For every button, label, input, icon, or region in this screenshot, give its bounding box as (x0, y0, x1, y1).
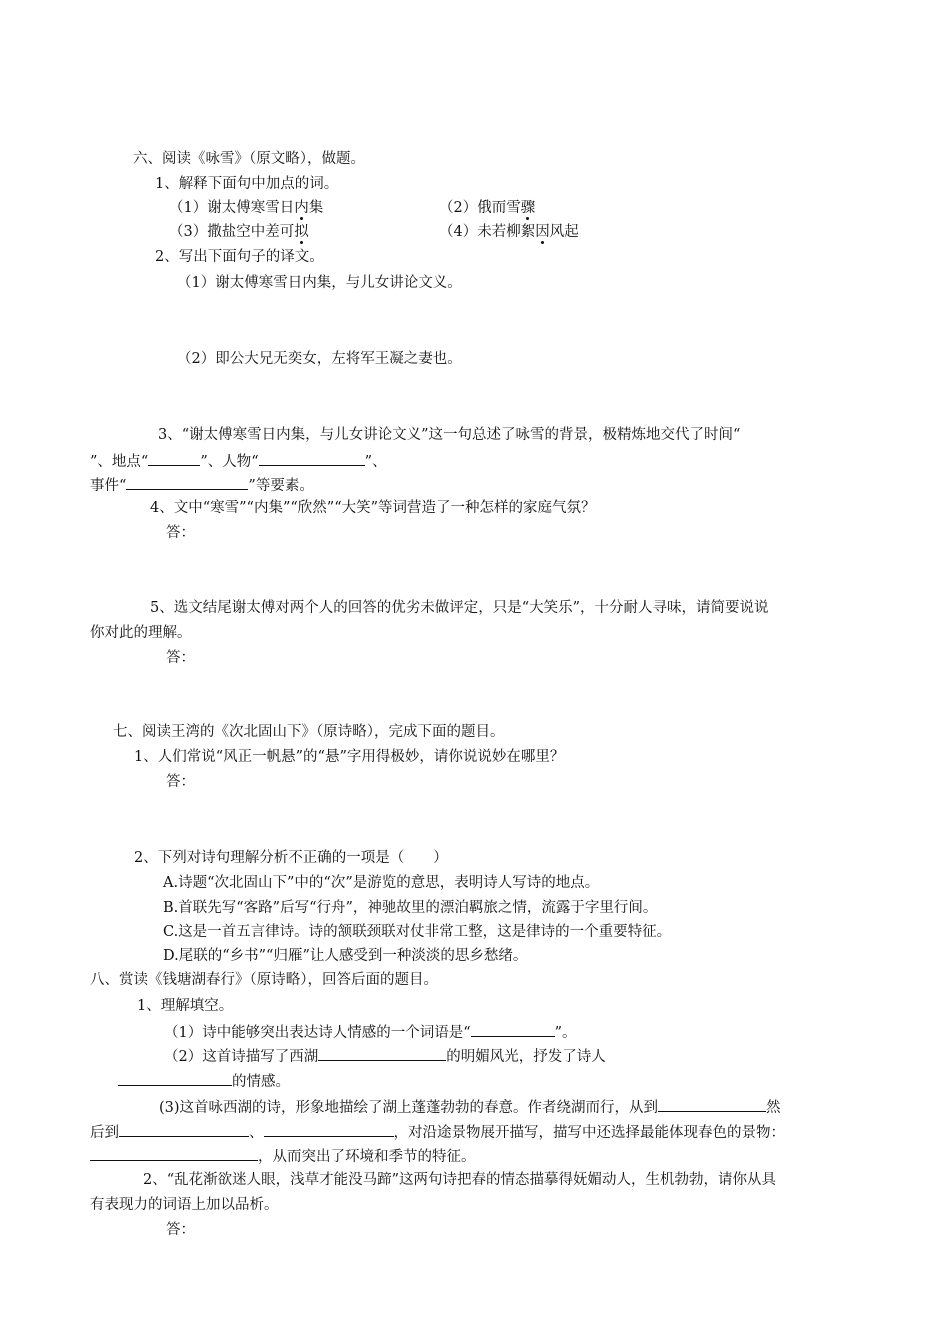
s8-fill-2: （2）这首诗描写了西湖 的明媚风光，抒发了诗人 (164, 1045, 606, 1067)
section-6-title: 六、阅读《咏雪》（原文略），做题。 (133, 151, 365, 167)
dotted-word: 因 (535, 224, 550, 240)
s6-q1-item-4: （4）未若柳絮因风起 (439, 224, 579, 240)
s6-q1-item-1: （1）谢太傅寒雪日内集 (169, 200, 324, 216)
route-blank-2[interactable] (119, 1121, 249, 1137)
s6-question-1: 1、解释下面句中加点的词。 (155, 176, 339, 192)
s6-question-3-line-3: 事件“ ”等要素。 (90, 474, 314, 496)
s8-q2-answer-label: 答： (166, 1222, 195, 1238)
s8-question-2-line-2: 有表现力的词语上加以品析。 (90, 1197, 279, 1213)
s7-option-b[interactable]: B.首联先写“客路”后写“行舟”，神驰故里的漂泊羁旅之情，流露于字里行间。 (163, 900, 658, 916)
s8-question-2-line-1: 2、“乱花渐欲迷人眼，浅草才能没马蹄”这两句诗把春的情态描摹得妩媚动人，生机勃勃，请你从具 (143, 1172, 777, 1188)
section-7-title: 七、阅读王湾的《次北固山下》（原诗略），完成下面的题目。 (113, 724, 505, 740)
s8-fill-3-line-3: ，从而突出了环境和季节的特征。 (90, 1145, 476, 1167)
dotted-word: 内 (294, 200, 309, 216)
s8-question-1: 1、理解填空。 (137, 998, 234, 1014)
section-8-title: 八、赏读《钱塘湖春行》（原诗略），回答后面的题目。 (90, 972, 438, 988)
s6-question-3-line-1: 3、“谢太傅寒雪日内集，与儿女讲论文义”这一句总述了咏雪的背景，极精炼地交代了时间“ (158, 427, 741, 443)
route-blank-3[interactable] (264, 1121, 394, 1137)
s6-q2-sentence-1: （1）谢太傅寒雪日内集，与儿女讲论文义。 (177, 275, 462, 291)
s8-fill-2-cont: 的情感。 (118, 1070, 290, 1092)
s7-option-a[interactable]: A.诗题“次北固山下”中的“次”是游览的意思，表明诗人写诗的地点。 (163, 875, 600, 891)
s7-option-d[interactable]: D.尾联的“乡书”“归雁”让人感受到一种淡淡的思乡愁绪。 (163, 948, 528, 964)
feeling-blank[interactable] (118, 1070, 232, 1086)
spring-scenery-blank[interactable] (90, 1145, 258, 1161)
scenery-blank[interactable] (318, 1045, 446, 1061)
s7-question-1: 1、人们常说“风正一帆悬”的“悬”字用得极妙，请你说说妙在哪里？ (134, 749, 565, 765)
s6-q1-item-2: （2）俄而雪骤 (439, 200, 536, 216)
s7-question-2: 2、下列对诗句理解分析不正确的一项是（ ） (134, 850, 448, 866)
route-start-blank[interactable] (658, 1096, 766, 1112)
s6-question-5-line-1: 5、选文结尾谢太傅对两个人的回答的优劣未做评定，只是“大笑乐”，十分耐人寻味，请简要说说 (150, 600, 769, 616)
s7-option-c[interactable]: C.这是一首五言律诗。诗的颔联颈联对仗非常工整，这是律诗的一个重要特征。 (163, 924, 672, 940)
s8-fill-1: （1）诗中能够突出表达诗人情感的一个词语是“ ”。 (164, 1021, 577, 1043)
s6-q5-answer-label: 答： (166, 650, 195, 666)
s6-q2-sentence-2: （2）即公大兄无奕女，左将军王凝之妻也。 (177, 351, 462, 367)
dotted-word: 拟 (294, 224, 309, 240)
s8-fill-3-line-2: 后到 、 ，对沿途景物展开描写，描写中还选择最能体现春色的景物： (90, 1121, 785, 1143)
event-blank[interactable] (126, 474, 248, 490)
s6-question-3-line-2: ”、地点“ ”、人物“ ”、 (90, 450, 387, 472)
s6-question-5-line-2: 你对此的理解。 (90, 625, 192, 641)
dotted-word: 骤 (520, 200, 536, 216)
person-blank[interactable] (259, 450, 365, 466)
s6-question-4: 4、文中“寒雪”“内集”“欣然”“大笑”等词营造了一种怎样的家庭气氛？ (150, 500, 596, 516)
emotion-word-blank[interactable] (471, 1021, 555, 1037)
s8-fill-3-line-1: (3)这首咏西湖的诗，形象地描绘了湖上蓬蓬勃勃的春意。作者绕湖而行，从到 然 (159, 1096, 781, 1118)
s6-q1-item-3: （3）撒盐空中差可拟 (169, 224, 309, 240)
place-blank[interactable] (148, 450, 200, 466)
s7-q1-answer-label: 答： (166, 774, 195, 790)
s6-q4-answer-label: 答： (166, 525, 195, 541)
s6-question-2: 2、写出下面句子的译文。 (155, 249, 324, 265)
